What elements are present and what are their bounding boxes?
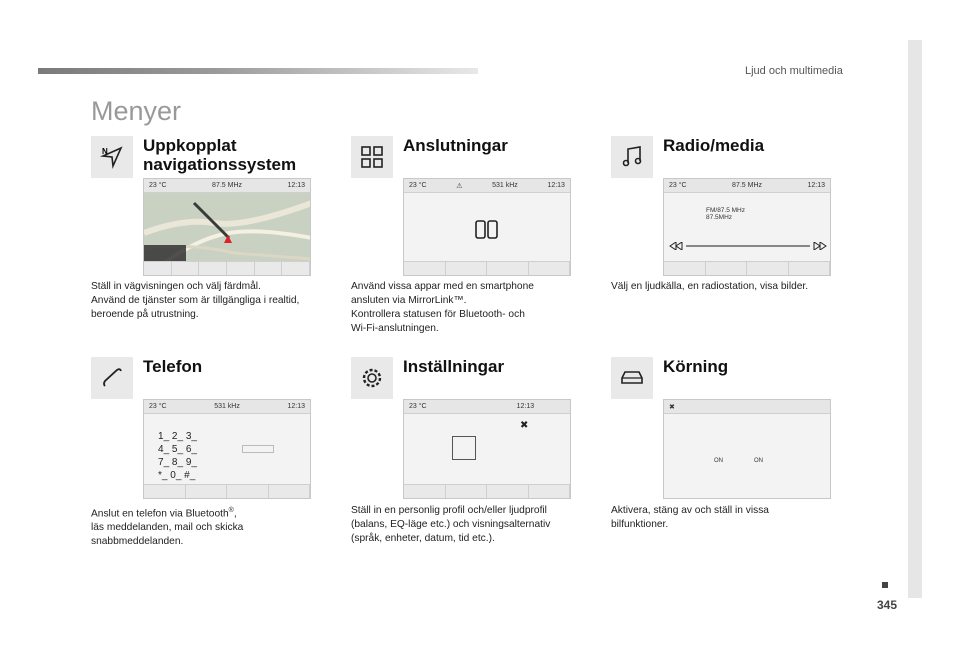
status-temp: 23 °C [409,182,427,189]
radio-toolbar[interactable] [664,261,830,275]
close-icon[interactable]: ✖ [520,420,529,431]
key[interactable]: 2 [171,431,178,442]
card-connections [351,136,591,336]
card-description: Ställ in vägvisningen och välj färdmål. Använd de tjänster som är tillgängliga i realtid, beroende på utrustning. [91,281,300,320]
badge-on[interactable]: ON [714,458,723,464]
card-title: Anslutningar [403,136,508,155]
status-time: 12:13 [287,182,305,189]
status-time: 12:13 [807,182,825,189]
navigation-icon [91,136,133,178]
key[interactable]: 9 [185,457,192,468]
key[interactable]: 8 [171,457,178,468]
status-temp: 23 °C [669,182,687,189]
connections-toolbar[interactable] [404,261,570,275]
phone-handset-icon [91,357,133,399]
page-sidebar [908,40,922,598]
phone-link-icon[interactable] [474,219,500,246]
warning-icon: ⚠ [456,182,463,190]
status-bar [404,179,570,193]
key[interactable]: # [184,470,190,481]
card-title: Körning [663,357,729,376]
status-bar [144,400,310,414]
status-info: 87.5 MHz [732,182,763,189]
status-time: 12:13 [287,403,305,410]
status-temp: 23 °C [149,182,167,189]
settings-toolbar[interactable] [404,484,570,498]
station-info: FM/87.5 MHz 87.5MHz [706,207,746,221]
status-temp: 23 °C [149,403,167,410]
music-note-icon [611,136,653,178]
key[interactable]: 4 [158,444,164,455]
card-title: Radio/media [663,136,765,155]
seek-bar[interactable] [664,237,830,245]
card-description: Använd vissa appar med en smartphone ansluten via MirrorLink™. Kontrollera statusen för Bluetooth- och Wi-Fi-anslutningen. [351,281,534,334]
key[interactable]: 3 [185,431,192,442]
key[interactable]: 0 [170,470,176,481]
page-number: 345 [877,598,898,612]
nav-toolbar[interactable] [144,261,310,275]
key[interactable]: 7 [158,457,164,468]
svg-text:N: N [102,147,108,156]
card-description: Välj en ljudkälla, en radiostation, visa bilder. [611,281,809,292]
connections-screen [403,178,571,276]
settings-screen [403,399,571,499]
section-label: Ljud och multimedia [745,65,843,77]
key[interactable]: 6 [185,444,192,455]
header-rule [38,68,478,74]
key[interactable]: 5 [171,444,178,455]
status-bar [664,179,830,193]
card-settings [351,357,591,557]
status-bar [664,400,830,414]
status-info: 531 kHz [214,403,240,410]
phone-toolbar[interactable] [144,484,310,498]
status-time: 12:13 [516,403,535,410]
card-navigation [91,136,331,336]
card-phone [91,357,331,557]
apps-grid-icon [351,136,393,178]
close-icon[interactable]: ✖ [669,403,675,411]
card-title: Telefon [143,357,203,376]
status-bar [144,179,310,193]
gear-icon [351,357,393,399]
status-info: 87.5 MHz [212,182,243,189]
card-radio-media [611,136,851,336]
card-title: Uppkopplat navigationssystem [143,136,297,174]
card-description: Aktivera, stäng av och ställ in vissa bilfunktioner. [611,505,769,530]
profile-button[interactable] [452,436,476,460]
nav-screen [143,178,311,276]
number-field[interactable] [242,445,274,453]
driving-screen [663,399,831,499]
car-icon [611,357,653,399]
status-info: 531 kHz [492,182,518,189]
radio-screen [663,178,831,276]
key[interactable]: 1 [158,431,164,442]
page-title: Menyer [91,96,182,126]
key[interactable]: * [158,470,162,481]
card-description: Ställ in en personlig profil och/eller ljudprofil (balans, EQ-läge etc.) och visningsalternativ (språk, enheter, datum, tid etc.). [351,505,551,544]
status-bar [404,400,570,414]
badge-on[interactable]: ON [754,458,763,464]
card-description: Anslut en telefon via Bluetooth®, läs meddelanden, mail och skicka snabbmeddelanden. [91,507,244,548]
card-title: Inställningar [403,357,505,376]
card-driving [611,357,851,557]
keypad[interactable]: 1_ 2_ 3_ 4_ 5_ 6_ 7_ 8_ 9_ *_ 0_ #_ [158,431,197,481]
status-time: 12:13 [547,182,565,189]
map-view[interactable] [144,193,311,263]
page-marker [882,582,888,588]
phone-screen [143,399,311,499]
status-temp: 23 °C [409,403,427,410]
